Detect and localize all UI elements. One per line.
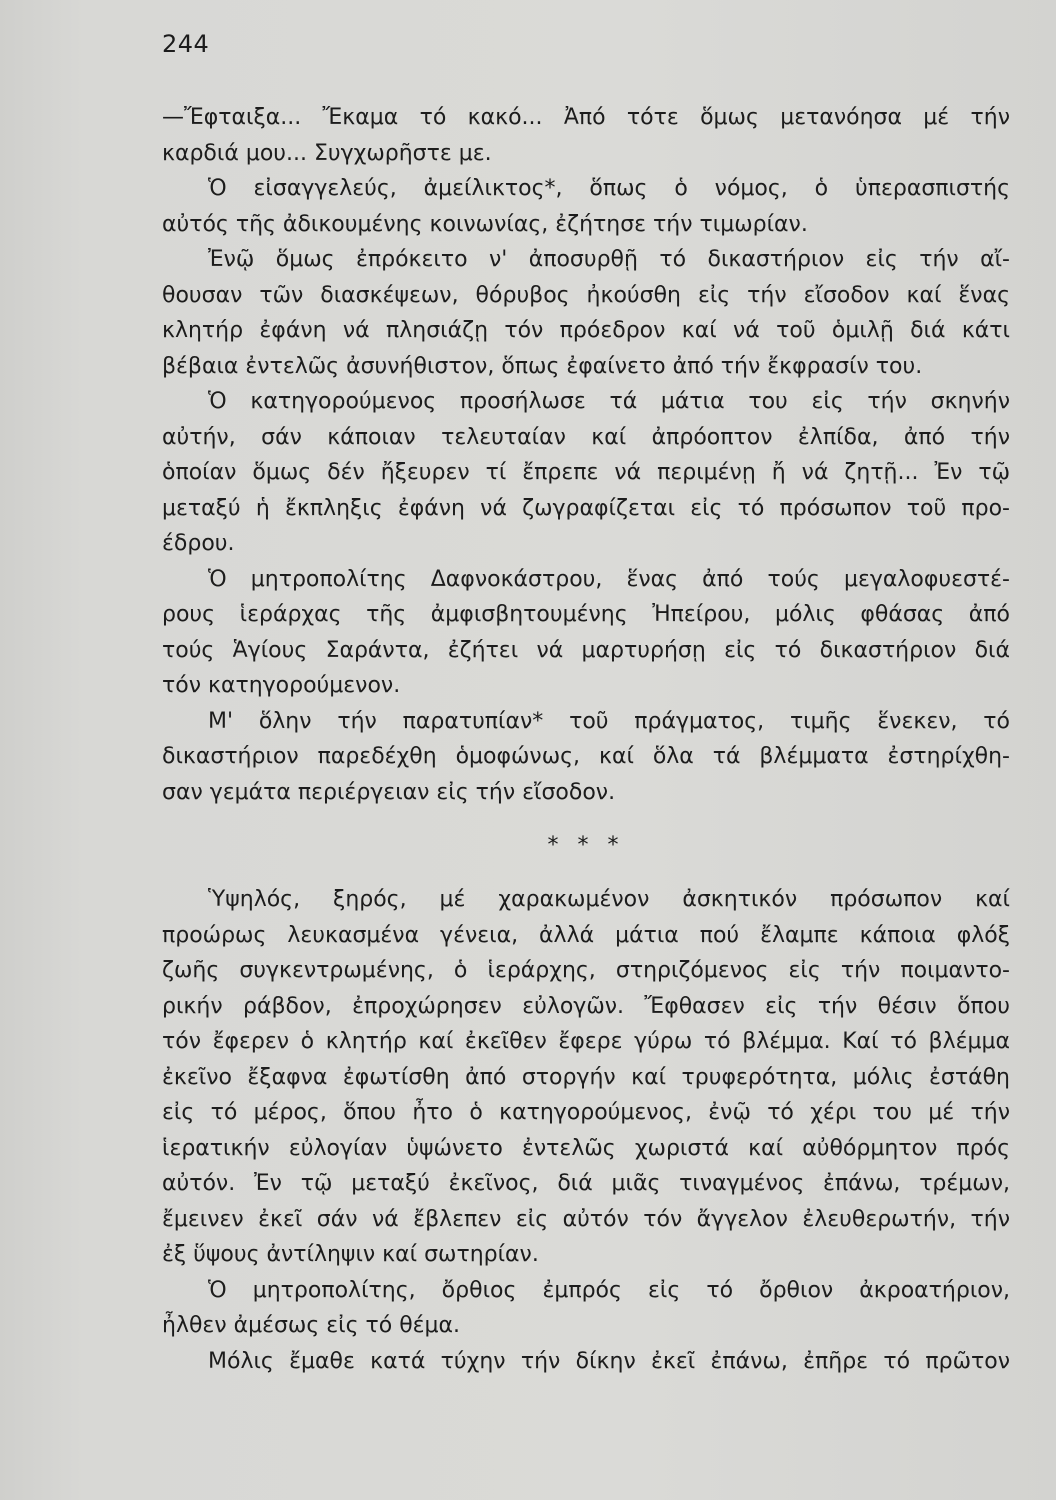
text-line: αὐτόν. Ἐν τῷ μεταξύ ἐκεῖνος, διά μιᾶς τιναγμένος ἐπάνω, τρέμων, — [162, 1171, 1010, 1196]
text-line: ἔμεινεν ἐκεῖ σάν νά ἔβλεπεν εἰς αὐτόν τόν ἄγγελον ἐλευθερωτήν, τήν — [162, 1206, 1010, 1232]
section-separator: * * * — [547, 833, 625, 858]
text-line: αὐτήν, σάν κάποιαν τελευταίαν καί ἀπρόοπτον ἐλπίδα, ἀπό τήν — [162, 424, 1010, 450]
text-line: ὁποίαν ὅμως δέν ἤξευρεν τί ἔπρεπε νά περιμένῃ ἤ νά ζητῇ... Ἐν τῷ — [162, 460, 1010, 485]
text-section-2 — [162, 882, 1010, 1379]
text-line: δικαστήριον παρεδέχθη ὁμοφώνως, καί ὅλα τά βλέμματα ἐστηρίχθη- — [162, 744, 1010, 769]
text-line: καρδιά μου... Συγχωρῆστε με. — [162, 140, 492, 166]
text-line: ἐκεῖνο ἔξαφνα ἐφωτίσθη ἀπό στοργήν καί τρυφερότητα, μόλις ἐστάθη — [162, 1064, 1010, 1090]
text-line: ἱερατικήν εὐλογίαν ὑψώνετο ἐντελῶς χωριστά καί αὐθόρμητον πρός — [162, 1135, 1010, 1161]
text-line: Ὁ μητροπολίτης, ὄρθιος ἐμπρός εἰς τό ὄρθιον ἀκροατήριον, — [208, 1277, 1010, 1303]
text-line: έδρου. — [162, 531, 235, 556]
text-line: Ὁ κατηγορούμενος προσήλωσε τά μάτια του εἰς τήν σκηνήν — [208, 389, 1010, 414]
text-line: Ὑψηλός, ξηρός, μέ χαρακωμένον ἀσκητικόν πρόσωπον καί — [208, 887, 1010, 912]
text-line: Μόλις ἔμαθε κατά τύχην τήν δίκην ἐκεῖ ἐπάνω, ἐπῆρε τό πρῶτον — [208, 1348, 1010, 1374]
text-line: Μ' ὅλην τήν παρατυπίαν* τοῦ πράγματος, τιμῆς ἕνεκεν, τό — [208, 708, 1010, 734]
text-line: τόν ἔφερεν ὁ κλητήρ καί ἐκεῖθεν ἔφερε γύρω τό βλέμμα. Καί τό βλέμμα — [162, 1029, 1010, 1054]
text-line: Ὁ εἰσαγγελεύς, ἀμείλικτος*, ὅπως ὁ νόμος, ὁ ὑπερασπιστής — [208, 176, 1010, 201]
text-line: ἐξ ὕψους ἀντίληψιν καί σωτηρίαν. — [162, 1242, 539, 1267]
text-line: εἰς τό μέρος, ὅπου ἦτο ὁ κατηγορούμενος, ἐνῷ τό χέρι του μέ τήν — [162, 1100, 1010, 1125]
text-line: κλητήρ ἐφάνη νά πλησιάζῃ τόν πρόεδρον καί νά τοῦ ὁμιλῇ διά κάτι — [162, 318, 1010, 343]
text-line: ρικήν ράβδον, ἐπροχώρησεν εὐλογῶν. Ἔφθασεν εἰς τήν θέσιν ὅπου — [162, 993, 1010, 1019]
text-section-1 — [162, 100, 1010, 810]
text-line: Ἐνῷ ὅμως ἐπρόκειτο ν' ἀποσυρθῇ τό δικαστήριον εἰς τήν αἴ- — [208, 247, 1010, 272]
text-line: Ὁ μητροπολίτης Δαφνοκάστρου, ἕνας ἀπό τούς μεγαλοφυεστέ- — [208, 566, 1010, 592]
text-line: —Ἔφταιξα... Ἔκαμα τό κακό... Ἀπό τότε ὅμως μετανόησα μέ τήν — [162, 105, 1010, 130]
text-line: τόν κατηγορούμενον. — [162, 673, 401, 698]
text-line: σαν γεμάτα περιέργειαν εἰς τήν εἴσοδον. — [162, 779, 616, 805]
page-number: 244 — [162, 30, 210, 58]
text-line: τούς Ἁγίους Σαράντα, ἐζήτει νά μαρτυρήσῃ εἰς τό δικαστήριον διά — [162, 637, 1010, 663]
text-line: ἦλθεν ἀμέσως εἰς τό θέμα. — [162, 1313, 461, 1338]
body-text — [162, 100, 1010, 1379]
text-line: προώρως λευκασμένα γένεια, ἀλλά μάτια πού ἔλαμπε κάποια φλόξ — [162, 922, 1010, 948]
text-line: θουσαν τῶν διασκέψεων, θόρυβος ἠκούσθη εἰς τήν εἴσοδον καί ἕνας — [162, 282, 1010, 308]
text-line: αὐτός τῆς ἀδικουμένης κοινωνίας, ἐζήτησε τήν τιμωρίαν. — [162, 211, 808, 237]
text-line: βέβαια ἐντελῶς ἀσυνήθιστον, ὅπως ἐφαίνετο ἀπό τήν ἔκφρασίν του. — [162, 353, 923, 379]
text-line: ζωῆς συγκεντρωμένης, ὁ ἱεράρχης, στηριζόμενος εἰς τήν ποιμαντο- — [162, 958, 1010, 983]
text-line: μεταξύ ἡ ἔκπληξις ἐφάνη νά ζωγραφίζεται εἰς τό πρόσωπον τοῦ προ- — [162, 495, 1010, 521]
text-line: ρους ἱεράρχας τῆς ἀμφισβητουμένης Ἠπείρου, μόλις φθάσας ἀπό — [162, 602, 1010, 627]
